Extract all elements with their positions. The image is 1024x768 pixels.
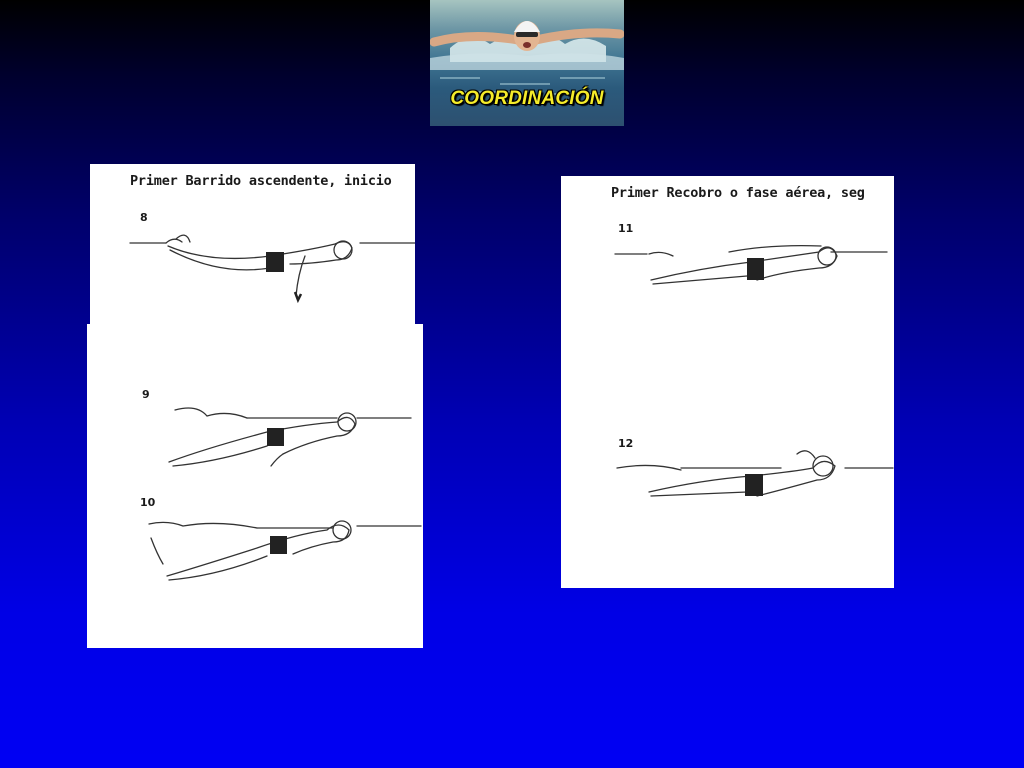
frame-number-12: 12 [618,437,634,450]
left-top-panel [90,164,415,326]
slide-title: COORDINACIÓN [450,88,604,109]
frame-number-8: 8 [140,211,148,224]
frame-number-9: 9 [142,388,150,401]
swimmer-drawing-8 [90,164,415,326]
frame-number-11: 11 [618,222,634,235]
swimmer-drawings-11-12 [561,176,894,588]
butterfly-swimmer-photo [430,0,624,126]
right-panel [561,176,894,588]
left-bottom-panel [87,324,423,648]
frame-number-10: 10 [140,496,156,509]
right-panel-heading: Primer Recobro o fase aérea, seg [611,185,865,201]
swimmer-drawings-9-10 [87,324,423,648]
left-top-panel-heading: Primer Barrido ascendente, inicio [130,173,392,189]
